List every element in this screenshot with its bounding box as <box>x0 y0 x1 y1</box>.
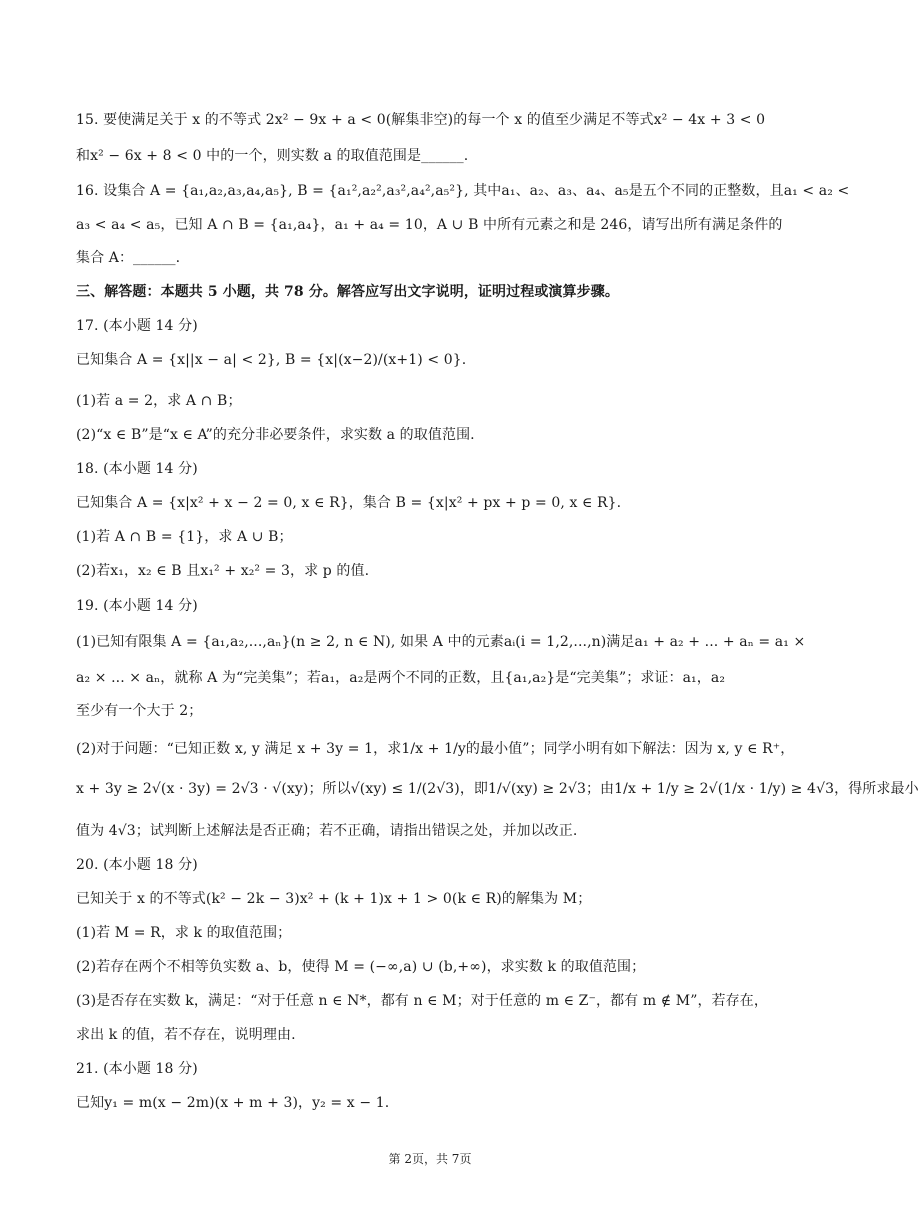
q18-stem: 已知集合 A = {x|x² + x − 2 = 0, x ∈ R}，集合 B = {x|x² + px + p = 0, x ∈ R}. <box>76 495 622 511</box>
q20-part-2: (2)若存在两个不相等负实数 a、b，使得 M = (−∞,a) ∪ (b,+∞)，求实数 k 的取值范围； <box>76 959 646 975</box>
q20-header: 20. (本小题 18 分) <box>76 857 198 873</box>
q16-line-2: a₃ < a₄ < a₅，已知 A ∩ B = {a₁,a₄}，a₁ + a₄ = 10，A ∪ B 中所有元素之和是 246，请写出所有满足条件的 <box>76 217 783 233</box>
q18-part-2: (2)若x₁，x₂ ∈ B 且x₁² + x₂² = 3，求 p 的值. <box>76 563 370 579</box>
q17-stem: 已知集合 A = {x||x − a| < 2}, B = {x|(x−2)/(x+1) < 0}. <box>76 352 467 368</box>
q21-header: 21. (本小题 18 分) <box>76 1061 198 1077</box>
q20-part-3-line-2: 求出 k 的值，若不存在，说明理由. <box>76 1027 296 1043</box>
section-heading: 三、解答题：本题共 5 小题，共 78 分。解答应写出文字说明，证明过程或演算步骤。 <box>76 284 619 300</box>
q20-part-1: (1)若 M = R，求 k 的取值范围； <box>76 925 292 941</box>
q18-part-1: (1)若 A ∩ B = {1}，求 A ∪ B； <box>76 529 293 545</box>
q19-part-2-line-2: x + 3y ≥ 2√(x · 3y) = 2√3 · √(xy)；所以√(xy) ≤ 1/(2√3)，即1/√(xy) ≥ 2√3；由1/x + 1/y ≥ 2√(1/x · 1/y) ≥ 4√3，得所求最小 <box>76 781 919 797</box>
q16-line-1: 16. 设集合 A = {a₁,a₂,a₃,a₄,a₅}, B = {a₁²,a₂²,a₃²,a₄²,a₅²}, 其中a₁、a₂、a₃、a₄、a₅是五个不同的正整数，且a₁ < a₂ < <box>76 183 850 199</box>
q19-part-1-line-2: a₂ × ... × aₙ，就称 A 为“完美集”；若a₁，a₂是两个不同的正数，且{a₁,a₂}是“完美集”；求证：a₁，a₂ <box>76 670 726 686</box>
q15-line-1: 15. 要使满足关于 x 的不等式 2x² − 9x + a < 0(解集非空)的每一个 x 的值至少满足不等式x² − 4x + 3 < 0 <box>76 112 766 128</box>
q19-header: 19. (本小题 14 分) <box>76 598 198 614</box>
q19-part-2-line-3: 值为 4√3；试判断上述解法是否正确；若不正确，请指出错误之处，并加以改正. <box>76 823 578 839</box>
q18-header: 18. (本小题 14 分) <box>76 461 198 477</box>
q17-part-2: (2)“x ∈ B”是“x ∈ A”的充分非必要条件，求实数 a 的取值范围. <box>76 427 475 443</box>
q19-part-1-line-1: (1)已知有限集 A = {a₁,a₂,...,aₙ}(n ≥ 2, n ∈ N), 如果 A 中的元素aᵢ(i = 1,2,...,n)满足a₁ + a₂ + ... + aₙ = a₁ × <box>76 634 806 650</box>
q20-stem: 已知关于 x 的不等式(k² − 2k − 3)x² + (k + 1)x + 1 > 0(k ∈ R)的解集为 M； <box>76 891 592 907</box>
page-footer: 第 2页，共 7页 <box>388 1152 472 1166</box>
q16-line-3: 集合 A：______. <box>76 250 181 266</box>
q21-stem: 已知y₁ = m(x − 2m)(x + m + 3)，y₂ = x − 1. <box>76 1095 390 1111</box>
q17-part-1: (1)若 a = 2，求 A ∩ B； <box>76 393 242 409</box>
q19-part-1-line-3: 至少有一个大于 2； <box>76 703 203 719</box>
q20-part-3-line-1: (3)是否存在实数 k，满足：“对于任意 n ∈ N*，都有 n ∈ M；对于任意的 m ∈ Z⁻，都有 m ∉ M”，若存在， <box>76 993 768 1009</box>
q15-line-2: 和x² − 6x + 8 < 0 中的一个，则实数 a 的取值范围是______. <box>76 148 469 164</box>
q19-part-2-line-1: (2)对于问题：“已知正数 x, y 满足 x + 3y = 1，求1/x + 1/y的最小值”；同学小明有如下解法：因为 x, y ∈ R⁺， <box>76 741 795 757</box>
q17-header: 17. (本小题 14 分) <box>76 318 198 334</box>
